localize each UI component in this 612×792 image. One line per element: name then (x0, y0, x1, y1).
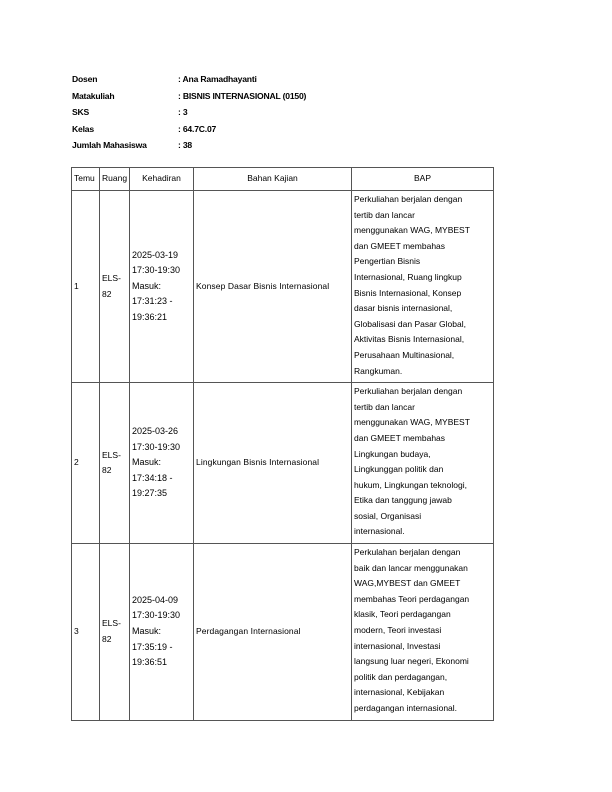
info-value: : Ana Ramadhayanti (178, 74, 257, 85)
info-row-jumlah-mahasiswa (72, 137, 306, 154)
cell-bahan-kajian: Perdagangan Internasional (194, 544, 352, 721)
info-value: : BISNIS INTERNASIONAL (0150) (178, 90, 307, 101)
cell-ruang: ELS- 82 (100, 383, 130, 544)
column-header-temu: Temu (72, 168, 100, 191)
cell-ruang: ELS- 82 (100, 544, 130, 721)
cell-bap: Perkulahan berjalan dengan baik dan lancar menggunakan WAG,MYBEST dan GMEET membahas Teori perdagangan klasik, Teori perdagangan modern, Teori investasi internasional, Investasi langsung luar negeri, Ekonomi politik dan perdagangan, internasional, Kebijakan perdagangan internasional. (352, 544, 494, 721)
info-label: Kelas (72, 123, 94, 134)
attendance-table (71, 167, 494, 721)
info-value: : 64.7C.07 (178, 123, 217, 134)
cell-kehadiran: 2025-03-19 17:30-19:30 Masuk: 17:31:23 - 19:36:21 (130, 191, 194, 383)
table-header-row (72, 168, 494, 191)
info-label: SKS (72, 107, 90, 118)
info-value: : 38 (178, 140, 193, 151)
column-header-bahan-kajian: Bahan Kajian (194, 168, 352, 191)
cell-kehadiran: 2025-03-26 17:30-19:30 Masuk: 17:34:18 - 19:27:35 (130, 383, 194, 544)
cell-temu: 3 (72, 544, 100, 721)
info-label: Matakuliah (72, 90, 115, 101)
table-row (72, 191, 494, 383)
course-info-block (72, 71, 306, 154)
column-header-ruang: Ruang (100, 168, 130, 191)
cell-bap: Perkuliahan berjalan dengan tertib dan lancar menggunakan WAG, MYBEST dan GMEET membahas Pengertian Bisnis Internasional, Ruang lingkup Bisnis Internasional, Konsep dasar bisnis internasional, Globalisasi dan Pasar Global, Aktivitas Bisnis Internasional, Perusahaan Multinasional, Rangkuman. (352, 191, 494, 383)
cell-kehadiran: 2025-04-09 17:30-19:30 Masuk: 17:35:19 - 19:36:51 (130, 544, 194, 721)
column-header-kehadiran: Kehadiran (130, 168, 194, 191)
info-label: Jumlah Mahasiswa (72, 140, 147, 151)
cell-temu: 2 (72, 383, 100, 544)
cell-bahan-kajian: Konsep Dasar Bisnis Internasional (194, 191, 352, 383)
info-value: : 3 (178, 107, 188, 118)
info-row-sks (72, 104, 306, 121)
info-row-matakuliah (72, 88, 306, 105)
table-row (72, 383, 494, 544)
cell-bahan-kajian: Lingkungan Bisnis Internasional (194, 383, 352, 544)
table-row (72, 544, 494, 721)
cell-ruang: ELS- 82 (100, 191, 130, 383)
column-header-bap: BAP (352, 168, 494, 191)
info-row-dosen (72, 71, 306, 88)
cell-temu: 1 (72, 191, 100, 383)
cell-bap: Perkuliahan berjalan dengan tertib dan lancar menggunakan WAG, MYBEST dan GMEET membahas Lingkungan budaya, Lingkunggan politik dan hukum, Lingkungan teknologi, Etika dan tanggung jawab sosial, Organisasi internasional. (352, 383, 494, 544)
info-row-kelas (72, 121, 306, 138)
info-label: Dosen (72, 74, 98, 85)
